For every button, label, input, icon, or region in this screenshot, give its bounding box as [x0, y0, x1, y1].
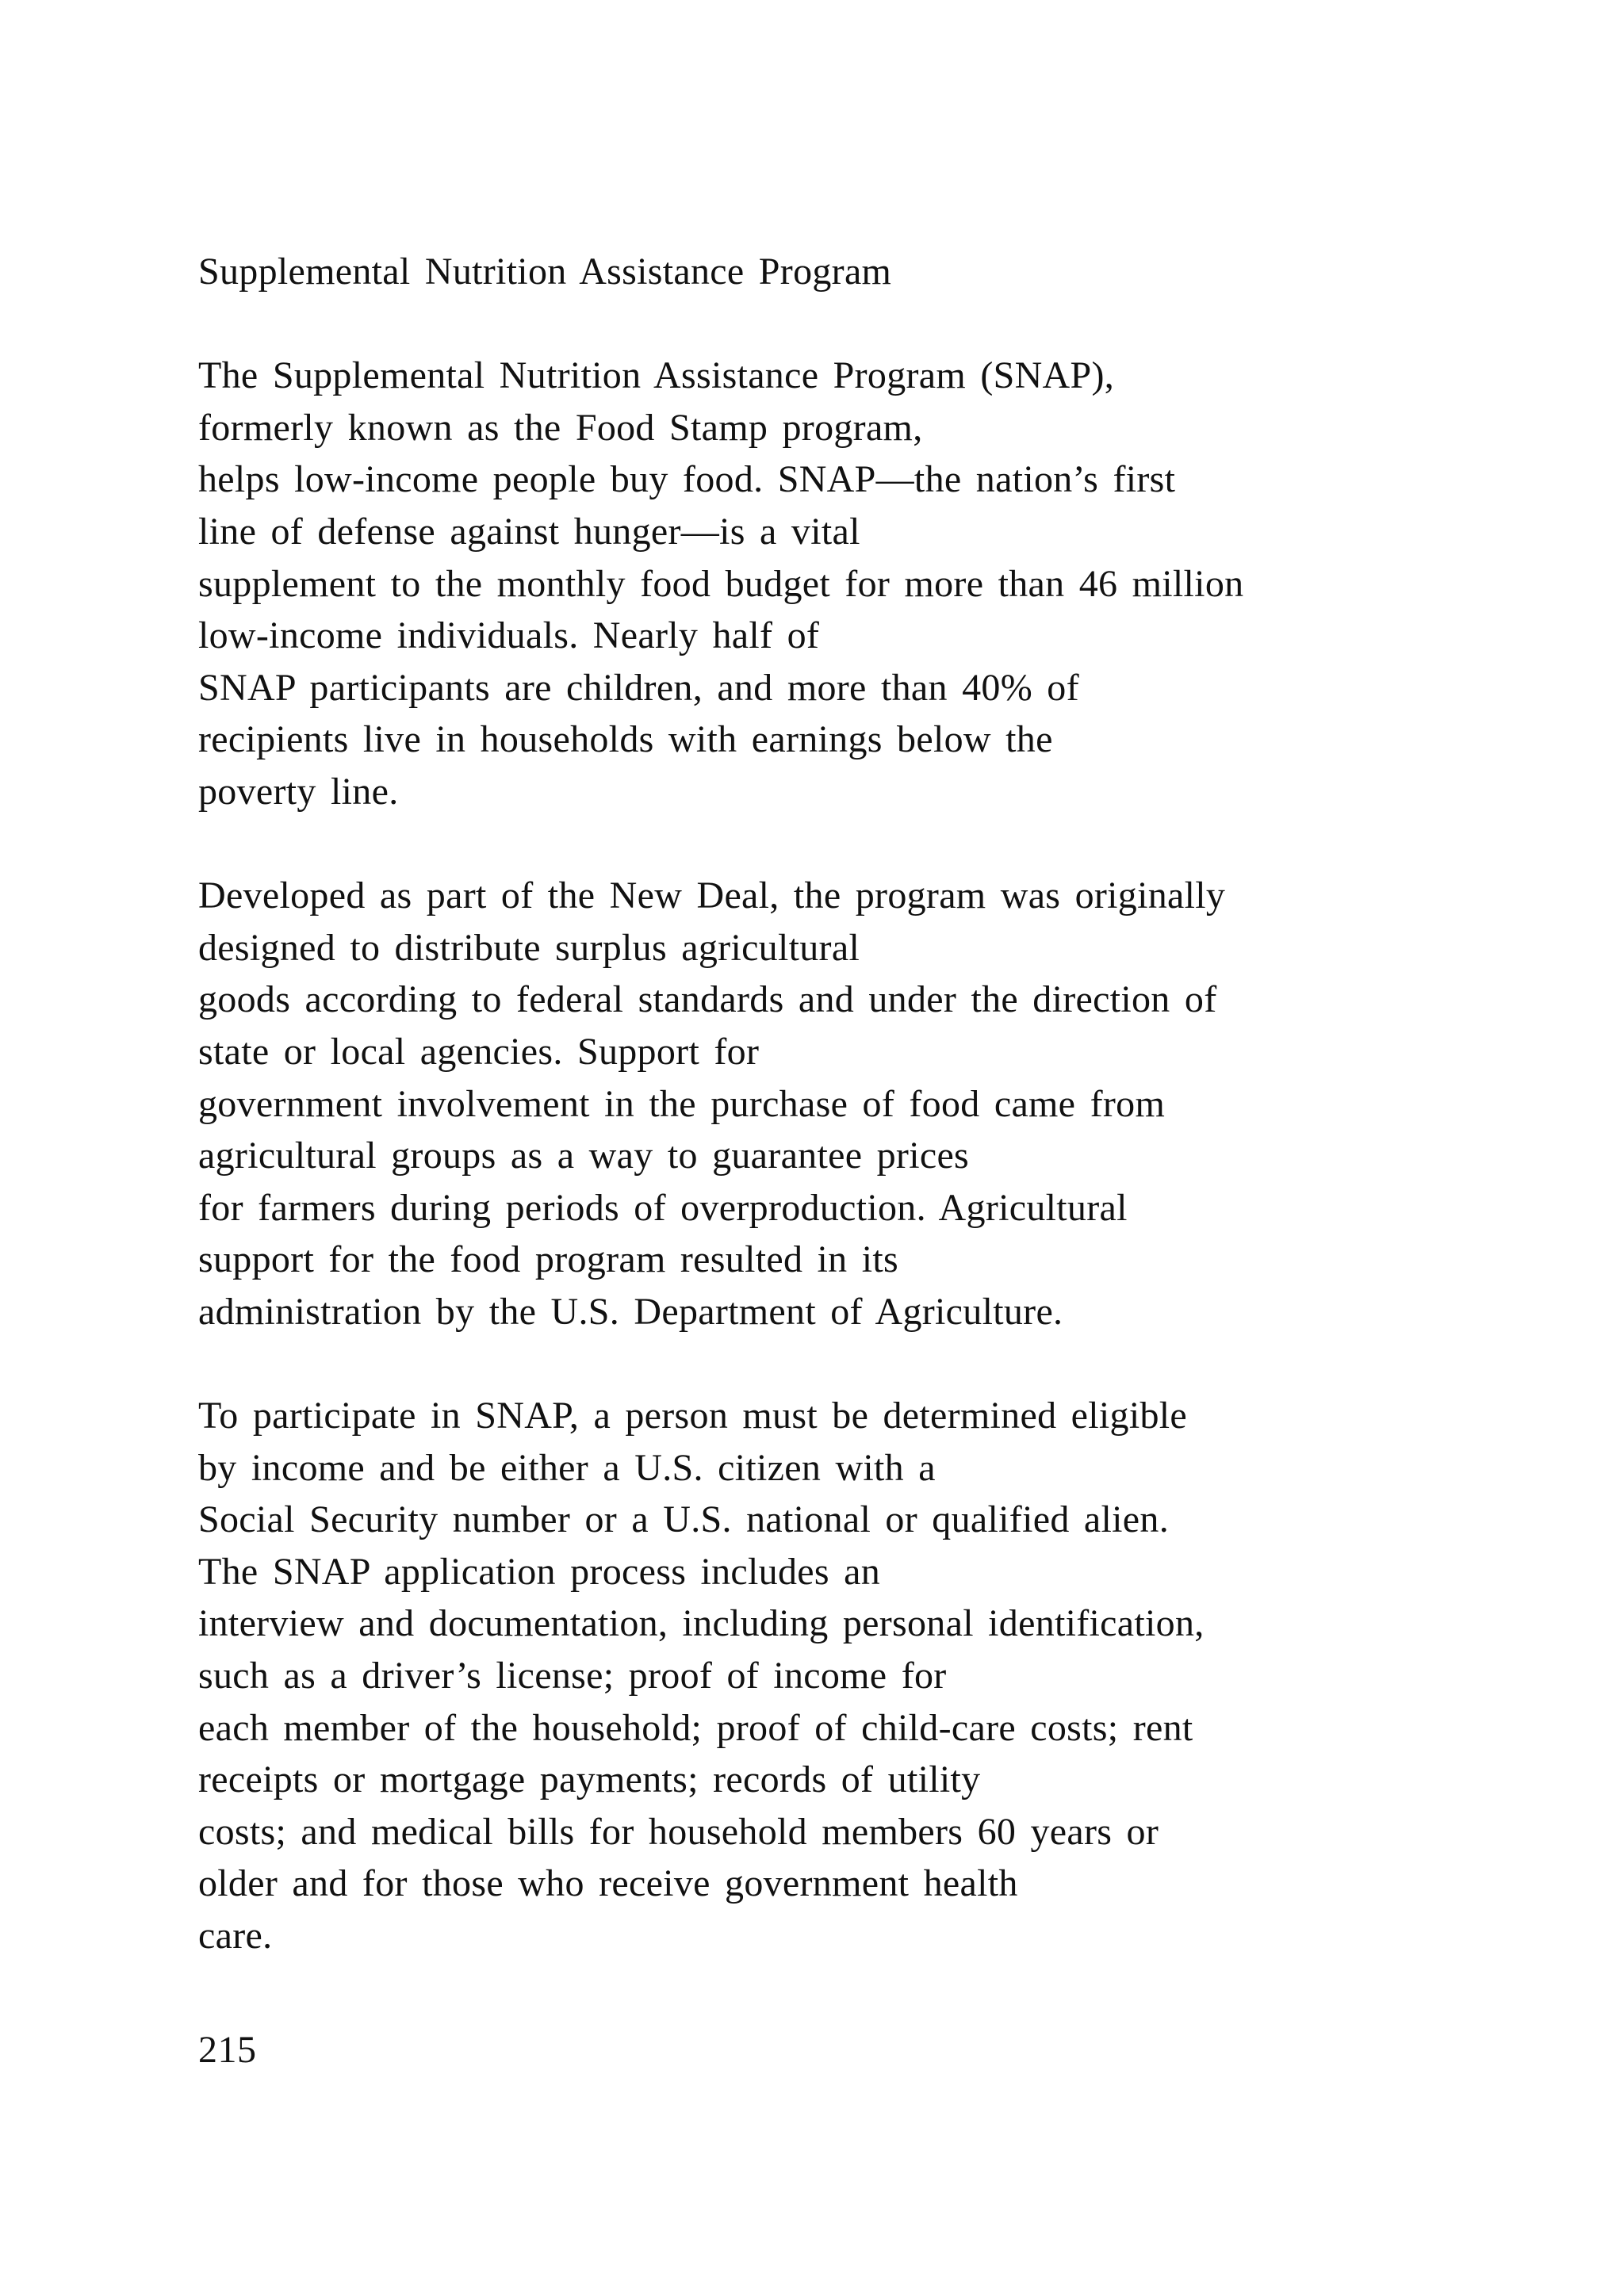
paragraph-line: state or local agencies. Support for [198, 1030, 760, 1073]
paragraph-line: government involvement in the purchase of food came from [198, 1082, 1166, 1125]
blank-line [198, 298, 1546, 350]
paragraph-line: each member of the household; proof of child-care costs; rent [198, 1706, 1193, 1749]
paragraph-line: The SNAP application process includes an [198, 1550, 881, 1593]
paragraph-line: helps low-income people buy food. SNAP—the nation’s first [198, 458, 1176, 501]
paragraph-line: administration by the U.S. Department of Agriculture. [198, 1290, 1063, 1333]
paragraph-line: supplement to the monthly food budget for more than 46 million [198, 562, 1244, 605]
paragraph-line: poverty line. [198, 770, 399, 813]
paragraph-line: low-income individuals. Nearly half of [198, 614, 820, 657]
paragraph-line: line of defense against hunger—is a vital [198, 510, 860, 553]
paragraph-3 [198, 1390, 1546, 1962]
paragraph-line: support for the food program resulted in its [198, 1238, 899, 1281]
paragraph-line: Developed as part of the New Deal, the program was originally [198, 874, 1226, 917]
paragraph-line: SNAP participants are children, and more than 40% of [198, 666, 1079, 709]
paragraph-2 [198, 870, 1546, 1337]
paragraph-line: for farmers during periods of overproduction. Agricultural [198, 1186, 1128, 1229]
paragraph-line: formerly known as the Food Stamp program, [198, 406, 923, 449]
paragraph-1 [198, 350, 1546, 817]
paragraph-line: care. [198, 1915, 273, 1957]
paragraph-line: such as a driver’s license; proof of income for [198, 1655, 947, 1697]
paragraph-line: Social Security number or a U.S. national or qualified alien. [198, 1498, 1169, 1541]
text-block [198, 246, 1546, 1962]
document-title: Supplemental Nutrition Assistance Program [198, 251, 892, 293]
paragraph-line: older and for those who receive government health [198, 1862, 1018, 1905]
paragraph-line: To participate in SNAP, a person must be determined eligible [198, 1395, 1188, 1437]
paragraph-line: designed to distribute surplus agricultural [198, 926, 860, 969]
paragraph-line: interview and documentation, including personal identification, [198, 1602, 1205, 1645]
paragraph-line: costs; and medical bills for household members 60 years or [198, 1810, 1159, 1853]
paragraph-line: goods according to federal standards and under the direction of [198, 978, 1217, 1021]
paragraph-line: recipients live in households with earnings below the [198, 718, 1053, 761]
paragraph-line: by income and be either a U.S. citizen with a [198, 1446, 936, 1489]
blank-line [198, 1337, 1546, 1390]
paragraph-line: agricultural groups as a way to guarantee prices [198, 1135, 970, 1177]
paragraph-line: The Supplemental Nutrition Assistance Program (SNAP), [198, 354, 1115, 397]
paragraph-line: receipts or mortgage payments; records of utility [198, 1758, 981, 1801]
blank-line [198, 818, 1546, 871]
page-number: 215 [198, 2029, 257, 2071]
